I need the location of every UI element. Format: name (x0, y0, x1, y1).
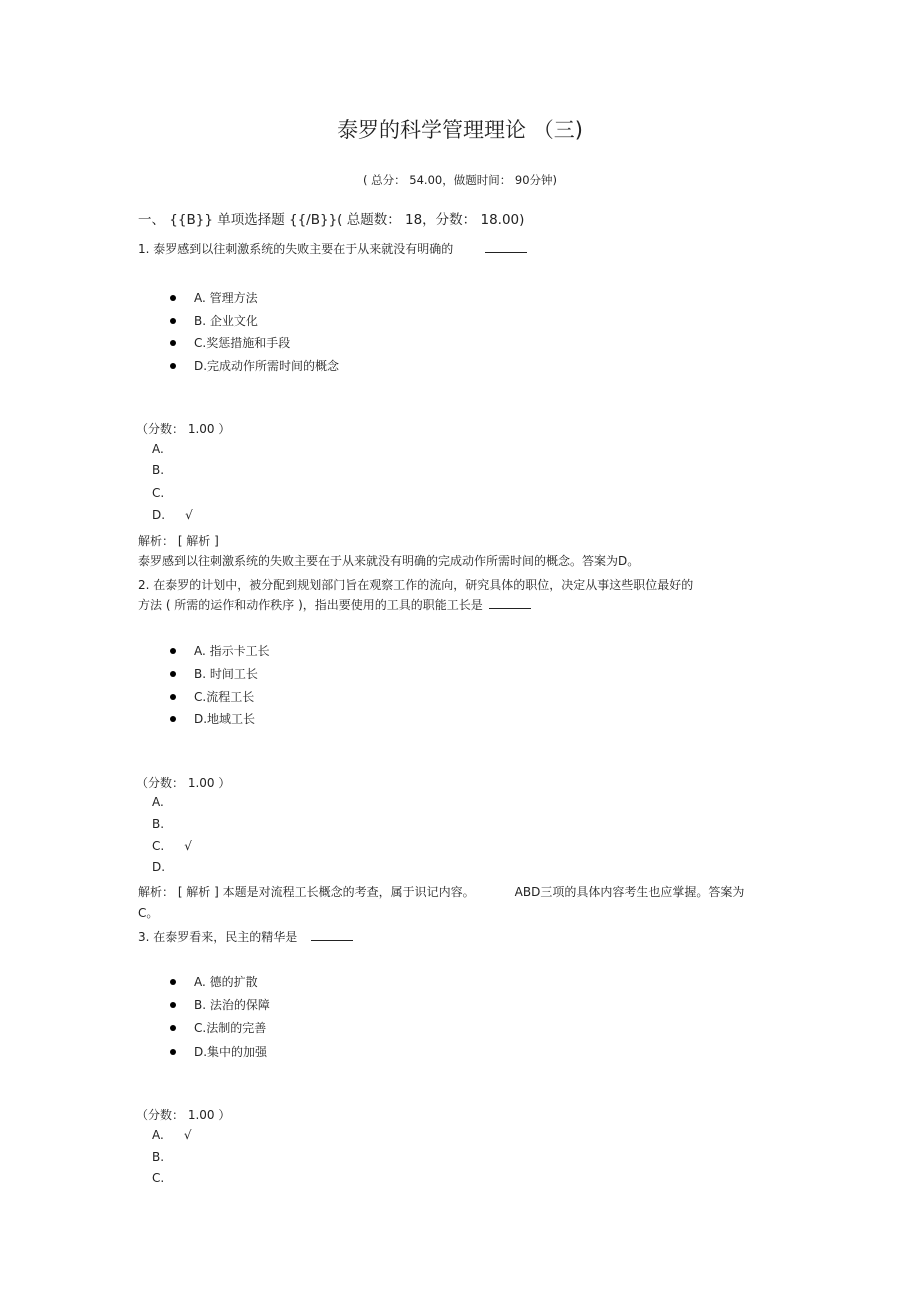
answer-blank (311, 930, 353, 941)
analysis-text-continued: C。 (138, 906, 159, 920)
option-item: A. 指示卡工长 (170, 642, 270, 659)
analysis-text: 解析： [ 解析 ] 本题是对流程工长概念的考查，属于识记内容。 ABD三项的具体内容考生也应掌握。答案为 (138, 885, 745, 899)
question-text-continued: 方法 ( 所需的运作和动作秩序 )，指出要使用的工具的职能工长是 (138, 596, 531, 613)
bullet-icon (170, 979, 176, 985)
answer-row: B. (152, 463, 165, 477)
bullet-icon (170, 1025, 176, 1031)
option-item: C.流程工长 (170, 688, 254, 705)
option-item: B. 企业文化 (170, 312, 258, 329)
question-text: 2. 在泰罗的计划中，被分配到规划部门旨在观察工作的流向，研究具体的职位，决定从事这些职位最好的 (138, 578, 694, 592)
check-icon: √ (184, 839, 192, 853)
answer-row: C. (152, 486, 165, 500)
bullet-icon (170, 716, 176, 722)
bullet-icon (170, 1049, 176, 1055)
bullet-icon (170, 671, 176, 677)
answer-blank (485, 242, 527, 253)
answer-row: C. √ (152, 839, 192, 853)
option-item: D.地域工长 (170, 710, 255, 727)
analysis-text: 泰罗感到以往刺激系统的失败主要在于从来就没有明确的完成动作所需时间的概念。答案为D。 (138, 554, 640, 568)
option-item: C.奖惩措施和手段 (170, 334, 290, 351)
bullet-icon (170, 363, 176, 369)
score-label: （分数： 1.00 ） (136, 776, 231, 790)
option-item: C.法制的完善 (170, 1019, 266, 1036)
answer-row: A. (152, 442, 164, 456)
answer-row: B. (152, 817, 165, 831)
score-label: （分数： 1.00 ） (136, 422, 231, 436)
answer-row: B. (152, 1150, 165, 1164)
analysis-label: 解析： [ 解析 ] (138, 534, 219, 548)
option-item: B. 时间工长 (170, 665, 258, 682)
section-header: 一、 {{B}} 单项选择题 {{/B}}( 总题数： 18，分数： 18.00) (138, 212, 525, 228)
option-item: A. 德的扩散 (170, 973, 258, 990)
option-item: B. 法治的保障 (170, 996, 270, 1013)
answer-row: A. (152, 795, 164, 809)
check-icon: √ (183, 1128, 192, 1142)
answer-blank (489, 598, 531, 609)
option-item: D.集中的加强 (170, 1043, 267, 1060)
bullet-icon (170, 318, 176, 324)
check-icon: √ (185, 508, 193, 522)
score-label: （分数： 1.00 ） (136, 1108, 231, 1122)
question-text: 1. 泰罗感到以往刺激系统的失败主要在于从来就没有明确的 (138, 240, 527, 257)
bullet-icon (170, 648, 176, 654)
bullet-icon (170, 295, 176, 301)
answer-row: D. √ (152, 508, 193, 522)
option-item: D.完成动作所需时间的概念 (170, 357, 339, 374)
bullet-icon (170, 340, 176, 346)
answer-row: D. (152, 860, 166, 874)
bullet-icon (170, 1002, 176, 1008)
question-text: 3. 在泰罗看来，民主的精华是 (138, 928, 353, 945)
answer-row: C. (152, 1171, 165, 1185)
answer-row: A. √ (152, 1128, 192, 1142)
bullet-icon (170, 694, 176, 700)
option-item: A. 管理方法 (170, 289, 258, 306)
document-title: 泰罗的科学管理理论 （三) (337, 118, 583, 142)
document-subtitle: ( 总分： 54.00，做题时间： 90分钟) (363, 173, 557, 187)
